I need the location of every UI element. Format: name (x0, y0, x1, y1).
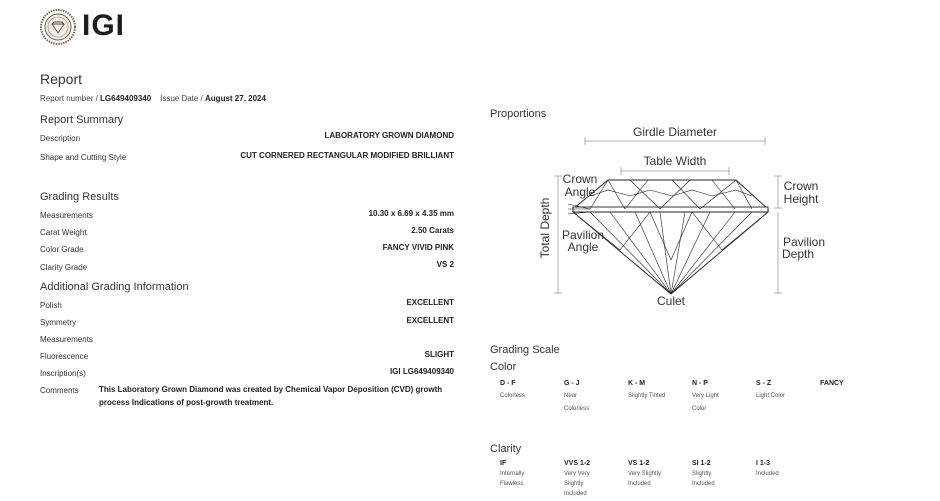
summary-label: Shape and Cutting Style (40, 153, 127, 162)
additional-value: IGI LG649409340 (389, 367, 454, 376)
color-desc: Near (564, 393, 578, 399)
pavilion-depth-label-2: Depth (781, 247, 815, 261)
pavilion-depth-label-1: Pavilion (782, 235, 826, 249)
issue-date-label: Issue Date / (160, 94, 203, 103)
clarity-desc: Slightly (564, 481, 584, 487)
color-grade: K - M (628, 380, 646, 387)
grading-label: Measurements (40, 211, 93, 220)
additional-value: SLIGHT (424, 350, 454, 359)
grading-label: Carat Weight (40, 228, 87, 237)
clarity-desc: Included (564, 491, 587, 497)
color-desc: Color (692, 406, 707, 412)
additional-label: Measurements (40, 335, 93, 344)
brand-name: IGI (82, 9, 126, 42)
clarity-scale-item (756, 460, 816, 479)
color-desc: Slightly Tinted (628, 393, 666, 399)
clarity-desc: Very Very (564, 471, 590, 477)
color-scale-item (628, 380, 690, 403)
clarity-desc: Included (628, 481, 651, 487)
color-scale-item (500, 380, 560, 403)
grading-label: Clarity Grade (40, 263, 88, 272)
clarity-scale-item (500, 460, 560, 489)
color-grade: S - Z (756, 380, 772, 387)
crown-angle-label-1: Crown (562, 172, 598, 186)
color-scale-item (756, 380, 816, 403)
color-grade: G - J (564, 380, 580, 387)
grading-value: 10.30 x 6.69 x 4.35 mm (368, 209, 454, 218)
table-width-label: Table Width (643, 154, 707, 168)
clarity-desc: Slightly (692, 471, 712, 477)
additional-label: Polish (40, 301, 62, 310)
report-number: LG649409340 (100, 94, 152, 103)
color-scale-item (692, 380, 752, 416)
clarity-desc: Internally (500, 471, 525, 477)
issue-date: August 27, 2024 (205, 94, 266, 103)
clarity-desc: Included (692, 481, 715, 487)
proportions-diagram (530, 120, 830, 310)
comments-label: Comments (40, 386, 79, 395)
clarity-grade: SI 1-2 (692, 460, 711, 467)
pavilion-angle-label-2: Angle (567, 240, 599, 254)
clarity-desc: Very Slightly (628, 471, 662, 477)
comments-text: This Laboratory Grown Diamond was created by Chemical Vapor Deposition (CVD) growth process Indications of post-growth treatment. (99, 385, 443, 407)
report-title: Report (40, 71, 83, 87)
clarity-desc: Flawless (500, 481, 524, 487)
color-desc: Light Color (756, 393, 786, 399)
total-depth-label: Total Depth (538, 197, 552, 259)
color-desc: Colorless (564, 406, 590, 412)
summary-label: Description (40, 134, 81, 143)
clarity-grade: VVS 1-2 (564, 460, 591, 467)
additional-value: EXCELLENT (406, 298, 454, 307)
culet-label: Culet (656, 294, 686, 308)
report-meta (40, 94, 266, 103)
color-grade: N - P (692, 380, 708, 387)
color-scale-item (820, 380, 880, 387)
color-grade: FANCY (820, 380, 844, 387)
crown-angle-label-2: Angle (564, 185, 596, 199)
color-scale-title: Color (490, 361, 517, 373)
summary-value: LABORATORY GROWN DIAMOND (324, 131, 454, 140)
grading-value: FANCY VIVID PINK (382, 243, 454, 252)
summary-value: CUT CORNERED RECTANGULAR MODIFIED BRILLIANT (240, 151, 454, 160)
additional-value: EXCELLENT (406, 316, 454, 325)
summary-title: Report Summary (40, 114, 124, 126)
grading-scale-title: Grading Scale (490, 344, 560, 356)
report-number-label: Report number / (40, 94, 98, 103)
grading-label: Color Grade (40, 245, 84, 254)
additional-title: Additional Grading Information (40, 281, 189, 293)
clarity-scale-item (628, 460, 688, 489)
igi-logo-icon (40, 9, 76, 45)
color-grade: D - F (500, 380, 516, 387)
clarity-desc: Included (756, 471, 779, 477)
color-desc: Very Light (692, 393, 719, 399)
clarity-scale-item (692, 460, 752, 489)
grading-value: VS 2 (436, 260, 454, 269)
grading-value: 2.50 Carats (411, 226, 454, 235)
clarity-grade: VS 1-2 (628, 460, 650, 467)
crown-height-label-1: Crown (783, 179, 819, 193)
additional-label: Inscription(s) (40, 369, 86, 378)
girdle-diameter-label: Girdle Diameter (632, 125, 718, 139)
clarity-scale-item (564, 460, 624, 499)
clarity-grade: IF (500, 460, 507, 467)
additional-label: Fluorescence (40, 352, 89, 361)
clarity-scale-title: Clarity (490, 443, 522, 455)
color-desc: Colorless (500, 393, 526, 399)
clarity-grade: I 1-3 (756, 460, 771, 467)
grading-title: Grading Results (40, 191, 119, 203)
proportions-title: Proportions (490, 108, 547, 120)
crown-height-label-2: Height (783, 192, 819, 206)
additional-label: Symmetry (40, 318, 76, 327)
pavilion-angle-label-1: Pavilion (561, 228, 605, 242)
color-scale-item (564, 380, 624, 416)
